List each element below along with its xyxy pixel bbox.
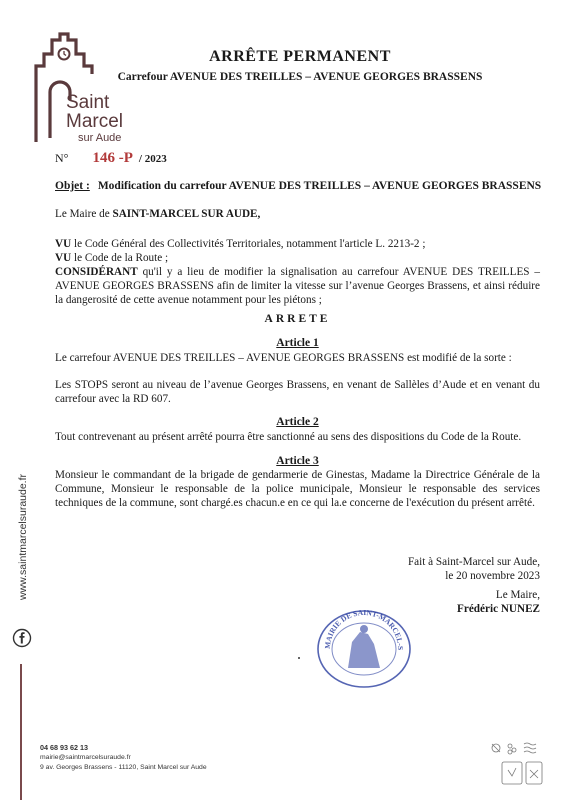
- article-2-heading: [55, 416, 540, 428]
- considerant-keyword: CONSIDÉRANT: [55, 266, 138, 278]
- article-3-heading-text: Article 3: [276, 455, 319, 467]
- logo-text-marcel: Marcel: [66, 111, 124, 132]
- closing-block: [360, 555, 540, 583]
- logo-text-sur-aude: sur Aude: [78, 132, 122, 144]
- facebook-icon[interactable]: [12, 628, 32, 648]
- visa-keyword: VU: [55, 252, 72, 264]
- footer-address: 9 av. Georges Brassens - 11120, Saint Marcel sur Aude: [40, 764, 207, 771]
- commune-logo: [30, 30, 130, 148]
- decree-number-value: 146 -P: [92, 150, 133, 166]
- website-link[interactable]: www.saintmarcelsuraude.fr: [17, 473, 29, 601]
- maire-intro: [55, 207, 540, 221]
- visa-code-route: [55, 251, 540, 265]
- brand-side-bar: [20, 664, 22, 800]
- decree-year: / 2023: [138, 153, 167, 165]
- arrete-heading: ARRETE: [264, 313, 331, 325]
- ink-dot: [298, 657, 300, 659]
- visa-text: le Code de la Route ;: [71, 252, 169, 264]
- label-logos: [488, 740, 544, 788]
- visa-cgct: [55, 237, 540, 251]
- closing-place: Fait à Saint-Marcel sur Aude,: [407, 556, 540, 568]
- article-1-paragraph-1: Le carrefour AVENUE DES TREILLES – AVENUE GEORGES BRASSENS est modifié de la sorte :: [55, 352, 512, 364]
- footer-phone: 04 68 93 62 13: [40, 743, 88, 752]
- decree-number: [55, 150, 167, 167]
- considerant: [55, 265, 540, 307]
- maire-intro-commune: SAINT-MARCEL SUR AUDE,: [112, 208, 261, 220]
- document-subtitle: Carrefour AVENUE DES TREILLES – AVENUE GEORGES BRASSENS: [117, 71, 483, 83]
- document-title: ARRÊTE PERMANENT: [209, 48, 391, 65]
- article-2-paragraph: Tout contrevenant au présent arrêté pourra être sanctionné au sens des dispositions du Code de la Route.: [55, 431, 522, 443]
- objet-text: Modification du carrefour AVENUE DES TREILLES – AVENUE GEORGES BRASSENS: [97, 180, 542, 192]
- article-3-paragraph: Monsieur le commandant de la brigade de gendarmerie de Ginestas, Madame la Directrice Générale de la Commune, Monsieur le responsable de la police municipale, Monsieur le responsable des services techniques de la commune, sont chargé.es chacun.e en ce qui la.e concerne de l'exécution du présent arrêté.: [55, 469, 540, 509]
- decree-number-label: N°: [55, 151, 69, 165]
- article-1-heading: [55, 337, 540, 349]
- considerant-text: qu'il y a lieu de modifier la signalisation au carrefour AVENUE DES TREILLES – AVENUE GEORGES BRASSENS afin de limiter la vitesse sur l’avenue Georges Brassens, et ainsi réduire la dangerosité de cette avenue notamment pour les piétons ;: [55, 266, 540, 306]
- visa-text: le Code Général des Collectivités Territoriales, notamment l'article L. 2213-2 ;: [71, 238, 426, 250]
- visa-keyword: VU: [55, 238, 72, 250]
- footer-email[interactable]: mairie@saintmarcelsuraude.fr: [40, 754, 131, 761]
- footer-contact: [40, 743, 207, 773]
- objet-label: Objet :: [55, 180, 90, 192]
- stamp-text: MAIRIE DE SAINT-MARCEL-S: [322, 608, 406, 651]
- maire-intro-prefix: Le Maire de: [55, 208, 113, 220]
- closing-date: le 20 novembre 2023: [445, 570, 540, 582]
- article-2-heading-text: Article 2: [276, 416, 319, 428]
- article-3-heading: [55, 455, 540, 467]
- visas-block: [55, 237, 540, 307]
- logo-text-saint: Saint: [66, 92, 110, 113]
- official-stamp: [308, 608, 420, 690]
- article-1-paragraph-2: Les STOPS seront au niveau de l’avenue Georges Brassens, en venant de Sallèles d’Aude et en venant du carrefour avec la RD 607.: [55, 379, 540, 405]
- article-1-heading-text: Article 1: [276, 337, 319, 349]
- objet-line: [55, 180, 541, 192]
- signature-name: Frédéric NUNEZ: [457, 603, 540, 615]
- signature-role: Le Maire,: [495, 589, 540, 601]
